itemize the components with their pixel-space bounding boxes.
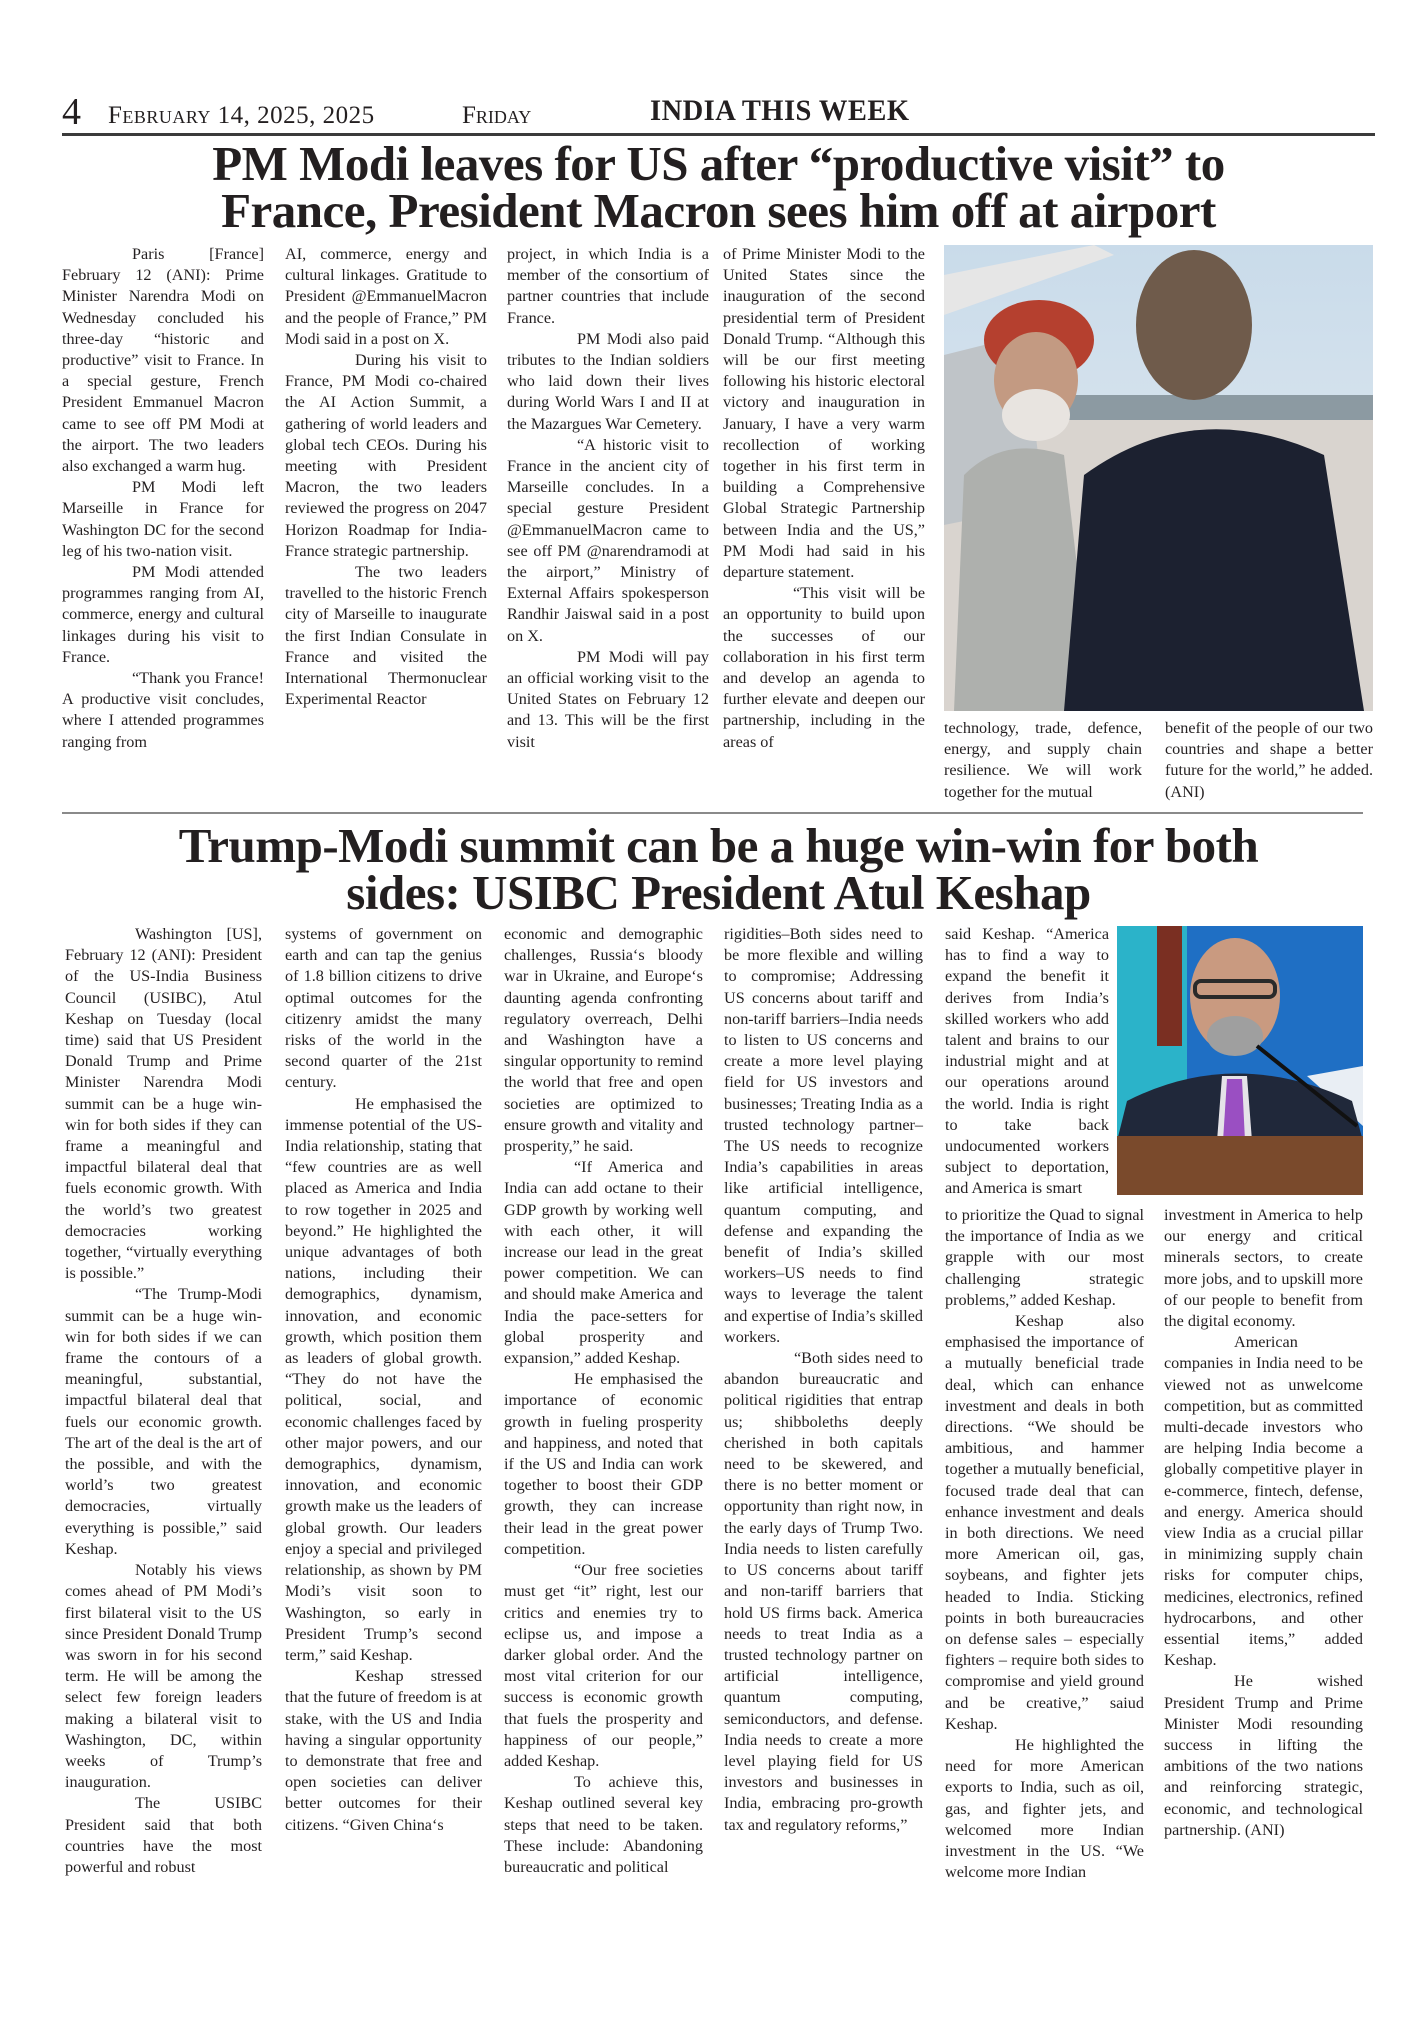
paragraph: to prioritize the Quad to signal the importance of India as we grapple with our most challenging strategic problems,” added Keshap. [945, 1206, 1144, 1309]
article1-column-2 [285, 244, 487, 710]
paragraph: PM Modi attended programmes ranging from AI, commerce, energy and cultural linkages during his visit to France. [62, 563, 264, 666]
masthead [62, 92, 1375, 132]
article2-column-6 [945, 1205, 1144, 1884]
article1-headline-line1: PM Modi leaves for US after “productive visit” to [212, 136, 1225, 191]
article1-column-1 [62, 244, 264, 753]
paragraph: Keshap stressed that the future of freedom is at stake, with the US and India having a singular opportunity to demonstrate that free and open societies can deliver better outcomes for their citizens. “Given China‘s [285, 1667, 482, 1834]
article2-column-4 [724, 924, 923, 1836]
paragraph: “A historic visit to France in the ancient city of Marseille concludes. In a special gesture President @EmmanuelMacron came to see off PM @narendramodi at the airport,” Ministry of External Affairs spokesperson Randhir Jaiswal said in a post on X. [507, 435, 709, 645]
article2-column-1 [65, 924, 262, 1878]
paragraph: investment in America to help our energy and critical minerals sectors, to create more jobs, and to upskill more of our people to benefit from the digital economy. [1164, 1206, 1363, 1331]
paragraph: “Thank you France! A productive visit concludes, where I attended programmes ranging from [62, 669, 264, 751]
article1-column-3 [507, 244, 709, 753]
paragraph: said Keshap. “America has to find a way to expand the benefit it derives from India’s skilled workers who add talent and brains to our industrial might and at our operations around the world. India is right to take back undocumented workers subject to deportation, and America is smart [945, 925, 1109, 1198]
article2-headline [62, 818, 1375, 920]
article1-column-6 [1165, 718, 1373, 803]
issue-day: Friday [462, 102, 532, 129]
paragraph: systems of government on earth and can tap the genius of 1.8 billion citizens to drive optimal outcomes for the citizenry amidst the many risks of the world in the second quarter of the 21st century. [285, 925, 482, 1092]
paragraph: Notably his views comes ahead of PM Modi’s first bilateral visit to the US since President Donald Trump was sworn in for his second term. He will be among the select few foreign leaders making a bilateral visit to Washington, DC, within weeks of Trump’s inauguration. [65, 1561, 262, 1792]
paragraph: “Our free societies must get “it” right, lest our critics and enemies try to eclipse us, and impose a darker global order. And the most vital criterion for our success is economic growth that fuels the prosperity and happiness of our people,” added Keshap. [504, 1561, 703, 1770]
paper-name: INDIA THIS WEEK [650, 94, 910, 127]
paragraph: Keshap also emphasised the importance of a mutually beneficial trade deal, which can enhance investment and deals in both directions. “We should be ambitious, and hammer together a mutually beneficial, focused trade deal that can enhance investment and deals in both directions. We need more American oil, gas, soybeans, and fighter jets headed to India. Sticking points in both bureaucracies on defense sales – especially fighters – require both sides to compromise and yield ground and be creative,” saiud Keshap. [945, 1312, 1144, 1733]
article-separator [62, 812, 1363, 814]
paragraph: “Both sides need to abandon bureaucratic and political rigidities that entrap us; shibboleths deeply cherished in both capitals need to be skewered, and there is no better moment or opportunity than right now, in the early days of Trump Two. India needs to listen carefully to US concerns about tariff and non-tariff barriers that hold US firms back. America needs to treat India as a trusted technology partner on artificial intelligence, quantum computing, semiconductors, and defense. India needs to create a more level playing field for US investors and businesses in India, embracing pro-growth tax and regulatory reforms,” [724, 1349, 923, 1834]
paragraph: technology, trade, defence, energy, and supply chain resilience. We will work together for the mutual [944, 719, 1142, 801]
article1-headline [62, 136, 1375, 238]
article2-headline-line1: Trump-Modi summit can be a huge win-win for both [178, 818, 1259, 873]
paragraph: PM Modi also paid tributes to the Indian soldiers who laid down their lives during World Wars I and II at the Mazargues War Cemetery. [507, 329, 709, 433]
paragraph: He emphasised the importance of economic growth in fueling prosperity and happiness, and noted that if the US and India can work together to boost their GDP growth, they can increase their lead in the great power competition. [504, 1370, 703, 1558]
article2-column-3 [504, 924, 703, 1878]
paragraph: Paris [France] February 12 (ANI): Prime Minister Narendra Modi on Wednesday concluded his three-day “historic and productive” visit to France. In a special gesture, French President Emmanuel Macron came to see off PM Modi at the airport. The two leaders also exchanged a warm hug. [62, 245, 264, 476]
article2-photo [1117, 926, 1363, 1195]
paragraph: benefit of the people of our two countries and shape a better future for the world,” he added. (ANI) [1165, 719, 1373, 801]
article1-headline-line2: France, President Macron sees him off at airport [221, 183, 1216, 238]
paragraph: PM Modi left Marseille in France for Washington DC for the second leg of his two-nation visit. [62, 478, 264, 560]
paragraph: To achieve this, Keshap outlined several key steps that need to be taken. These include: Abandoning bureaucratic and political [504, 1773, 703, 1876]
paragraph: economic and demographic challenges, Russia‘s bloody war in Ukraine, and Europe‘s daunting agenda confronting regulatory overreach, Delhi and Washington have a singular opportunity to remind the world that free and open societies are optimized to ensure growth and vitality and prosperity,” he said. [504, 925, 703, 1156]
paragraph: “If America and India can add octane to their GDP growth by working well with each other, it will increase our lead in the great power competition. We can and should make America and India the pace-setters for global prosperity and expansion,” added Keshap. [504, 1158, 703, 1368]
keshap-photo-icon [1117, 926, 1363, 1195]
article2-column-5 [945, 924, 1109, 1200]
paragraph: The USIBC President said that both countries have the most powerful and robust [65, 1794, 262, 1876]
article2-column-7 [1164, 1205, 1363, 1841]
article2-headline-line2: sides: USIBC President Atul Keshap [346, 865, 1091, 920]
paragraph: American companies in India need to be viewed not as unwelcome competition, but as committed multi-decade investors who are helping India become a globally competitive player in e-commerce, fintech, defense, and energy. America should view India as a crucial pillar in minimizing supply chain risks for computer chips, medicines, electronics, refined hydrocarbons, and other essential items,” added Keshap. [1164, 1333, 1363, 1670]
paragraph: project, in which India is a member of the consortium of partner countries that include France. [507, 245, 709, 327]
paragraph: He wished President Trump and Prime Minister Modi resounding success in lifting the ambitions of the two nations and reinforcing strategic, economic, and technological partnership. (ANI) [1164, 1672, 1363, 1839]
paragraph: AI, commerce, energy and cultural linkages. Gratitude to President @EmmanuelMacron and the people of France,” PM Modi said in a post on X. [285, 245, 487, 348]
article1-column-5 [944, 718, 1142, 803]
article2-column-2 [285, 924, 482, 1836]
issue-date: February 14, 2025, 2025 [108, 102, 375, 129]
paragraph: PM Modi will pay an official working visit to the United States on February 12 and 13. This will be the first visit [507, 647, 709, 751]
paragraph: of Prime Minister Modi to the United States since the inauguration of the second presidential term of President Donald Trump. “Although this will be our first meeting following his historic electoral victory and inauguration in January, I have a very warm recollection of working together in his first term in building a Comprehensive Global Strategic Partnership between India and the US,” PM Modi had said in his departure statement. [723, 245, 925, 582]
paragraph: Washington [US], February 12 (ANI): President of the US-India Business Council (USIBC), Atul Keshap on Tuesday (local time) said that US President Donald Trump and Prime Minister Narendra Modi summit can be a huge win-win for both sides if they can frame a meaningful and impactful bilateral deal that fuels economic growth. With the world’s two greatest democracies working together, “virtually everything is possible.” [65, 925, 262, 1283]
paragraph: rigidities–Both sides need to be more flexible and willing to compromise; Addressing US concerns about tariff and non-tariff barriers–India needs to listen to US concerns and create a more level playing field for US investors and businesses; Treating India as a trusted technology partner–The US needs to recognize India’s capabilities in areas like artificial intelligence, quantum computing, and defense and expanding the benefit of India’s skilled workers–US needs to find ways to leverage the talent and expertise of India’s skilled workers. [724, 925, 923, 1346]
modi-macron-photo-icon [944, 245, 1373, 711]
paragraph: “The Trump-Modi summit can be a huge win-win for both sides if we can frame the contours of a meaningful, substantial, impactful bilateral deal that fuels our economic growth. The art of the deal is the art of the possible, and with the world’s two greatest democracies, virtually everything is possible,” said Keshap. [65, 1285, 262, 1558]
paragraph: He emphasised the immense potential of the US-India relationship, stating that “few countries are as well placed as America and India to row together in 2025 and beyond.” He highlighted the unique advantages of both nations, including their demographics, dynamism, innovation, and economic growth, which position them as leaders of global growth. “They do not have the political, social, and economic challenges faced by other major powers, and our demographics, dynamism, innovation, and economic growth make us the leaders of global growth. Our leaders enjoy a special and privileged relationship, as shown by PM Modi’s visit soon to Washington, so early in President Trump’s second term,” said Keshap. [285, 1094, 482, 1664]
paragraph: He highlighted the need for more American exports to India, such as oil, gas, and fighter jets, and welcomed more Indian investment in the US. “We welcome more Indian [945, 1736, 1144, 1882]
page-number: 4 [62, 91, 81, 133]
paragraph: During his visit to France, PM Modi co-chaired the AI Action Summit, a gathering of world leaders and global tech CEOs. During his meeting with President Macron, the two leaders reviewed the progress on 2047 Horizon Roadmap for India-France strategic partnership. [285, 351, 487, 560]
article1-photo [944, 245, 1373, 711]
paragraph: The two leaders travelled to the historic French city of Marseille to inaugurate the first Indian Consulate in France and visited the International Thermonuclear Experimental Reactor [285, 563, 487, 709]
article1-column-4 [723, 244, 925, 753]
paragraph: “This visit will be an opportunity to build upon the successes of our collaboration in his first term and develop an agenda to further elevate and deepen our partnership, including in the areas of [723, 584, 925, 751]
